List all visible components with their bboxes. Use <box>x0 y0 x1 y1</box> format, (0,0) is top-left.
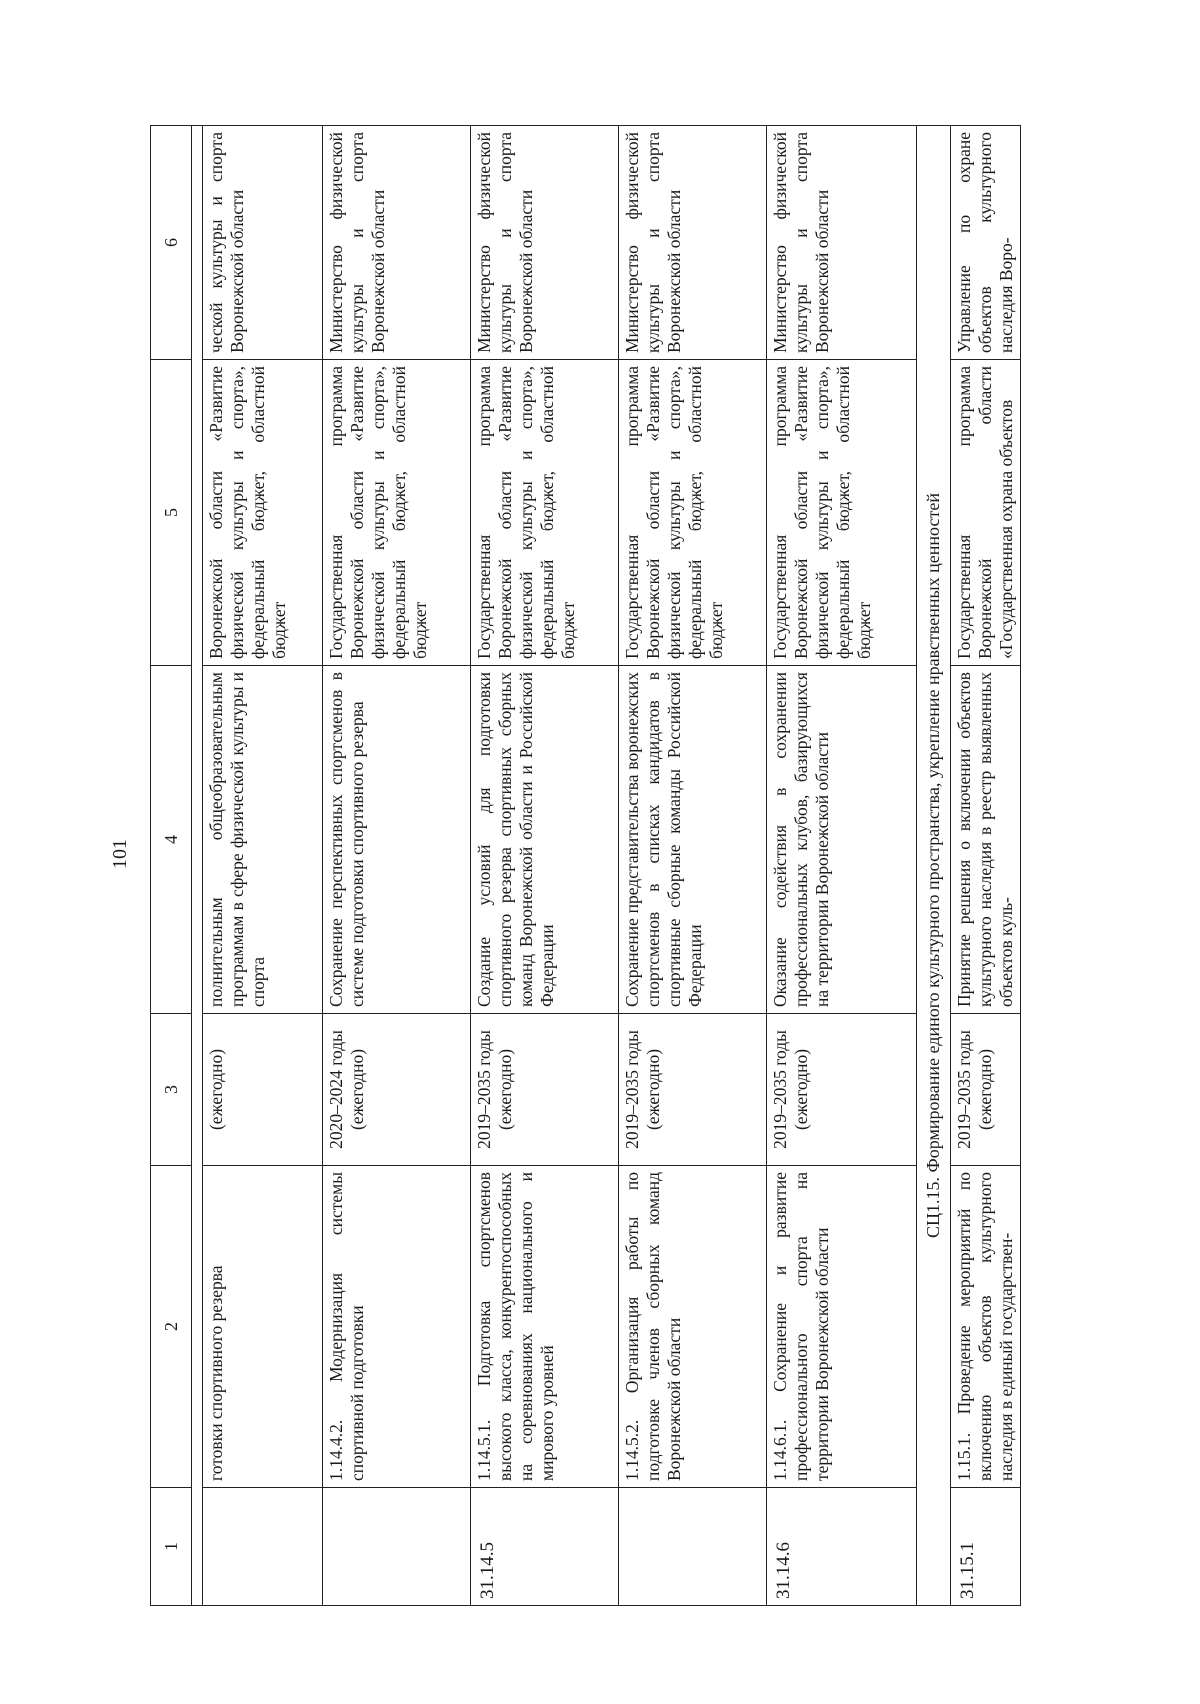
result-cell: полнительным общеобразовательным программам в сфере физической культуры и спорта <box>203 666 323 1014</box>
period-cell: 2019–2035 годы (ежегодно) <box>951 1014 1021 1166</box>
responsible-cell: Министерство физической культуры и спорта Воронежской области <box>323 126 471 360</box>
header-cell: 3 <box>151 1014 192 1166</box>
header-cell: 2 <box>151 1166 192 1488</box>
table-row <box>951 126 1021 1606</box>
responsible-cell: Министерство физической культуры и спорта Воронежской области <box>471 126 619 360</box>
responsible-cell: Министерство физической культуры и спорта Воронежской области <box>619 126 767 360</box>
result-cell: Принятие решения о включении объектов культурного наследия в реестр выявленных объектов куль- <box>951 666 1021 1014</box>
responsible-cell: Управление по охране объектов культурного наследия Воро- <box>951 126 1021 360</box>
code-cell <box>323 1488 471 1606</box>
code-cell <box>203 1488 323 1606</box>
table-header-row <box>151 126 192 1606</box>
period-cell: 2020–2024 годы (ежегодно) <box>323 1014 471 1166</box>
section-title: СЦ1.15. Формирование единого культурного пространства, укрепление нравственных ценностей <box>917 126 951 1606</box>
period-cell: 2019–2035 годы (ежегодно) <box>619 1014 767 1166</box>
code-cell: 31.14.5 <box>471 1488 619 1606</box>
header-cell: 4 <box>151 666 192 1014</box>
table-row <box>767 126 917 1606</box>
header-cell: 5 <box>151 360 192 666</box>
measure-cell: 1.15.1. Проведение мероприятий по включению объектов культурного наследия в единый государствен- <box>951 1166 1021 1488</box>
measure-cell: 1.14.5.1. Подготовка спортсменов высокого класса, конкурентоспособных на соревнованиях национального и мирового уровней <box>471 1166 619 1488</box>
source-cell: Воронежской области «Развитие физической культуры и спорта», федеральный бюджет, областной бюджет <box>203 360 323 666</box>
result-cell: Создание условий для подготовки спортивного резерва спортивных сборных команд Воронежской области и Российской Федерации <box>471 666 619 1014</box>
result-cell: Оказание содействия в сохранении профессиональных клубов, базирующихся на территории Воронежской области <box>767 666 917 1014</box>
header-gap-row <box>192 126 203 1606</box>
source-cell: Государственная программа Воронежской области «Развитие физической культуры и спорта», федеральный бюджет, областной бюджет <box>619 360 767 666</box>
source-cell: Государственная программа Воронежской области «Государственная охрана объектов <box>951 360 1021 666</box>
responsible-cell: Министерство физической культуры и спорта Воронежской области <box>767 126 917 360</box>
result-cell: Сохранение представительства воронежских спортсменов в списках кандидатов в спортивные сборные команды Российской Федерации <box>619 666 767 1014</box>
period-cell: (ежегодно) <box>203 1014 323 1166</box>
period-cell: 2019–2035 годы (ежегодно) <box>767 1014 917 1166</box>
responsible-cell: ческой культуры и спорта Воронежской области <box>203 126 323 360</box>
measure-cell: готовки спортивного резерва <box>203 1166 323 1488</box>
measure-cell: 1.14.4.2. Модернизация системы спортивной подготовки <box>323 1166 471 1488</box>
result-cell: Сохранение перспективных спортсменов в системе подготовки спортивного резерва <box>323 666 471 1014</box>
header-cell: 6 <box>151 126 192 360</box>
rotated-table-container <box>150 126 1035 1606</box>
table-row <box>323 126 471 1606</box>
code-cell: 31.14.6 <box>767 1488 917 1606</box>
table-row <box>619 126 767 1606</box>
source-cell: Государственная программа Воронежской области «Развитие физической культуры и спорта», федеральный бюджет, областной бюджет <box>323 360 471 666</box>
measures-table <box>150 125 1021 1606</box>
header-cell: 1 <box>151 1488 192 1606</box>
measure-cell: 1.14.5.2. Организация работы по подготовке членов сборных команд Воронежской области <box>619 1166 767 1488</box>
code-cell: 31.15.1 <box>951 1488 1021 1606</box>
code-cell <box>619 1488 767 1606</box>
page-number: 101 <box>109 839 131 869</box>
table-row <box>471 126 619 1606</box>
table-row <box>203 126 323 1606</box>
source-cell: Государственная программа Воронежской области «Развитие физической культуры и спорта», федеральный бюджет, областной бюджет <box>767 360 917 666</box>
gap-cell <box>192 126 203 1606</box>
section-row <box>917 126 951 1606</box>
measure-cell: 1.14.6.1. Сохранение и развитие профессионального спорта на территории Воронежской области <box>767 1166 917 1488</box>
source-cell: Государственная программа Воронежской области «Развитие физической культуры и спорта», федеральный бюджет, областной бюджет <box>471 360 619 666</box>
period-cell: 2019–2035 годы (ежегодно) <box>471 1014 619 1166</box>
